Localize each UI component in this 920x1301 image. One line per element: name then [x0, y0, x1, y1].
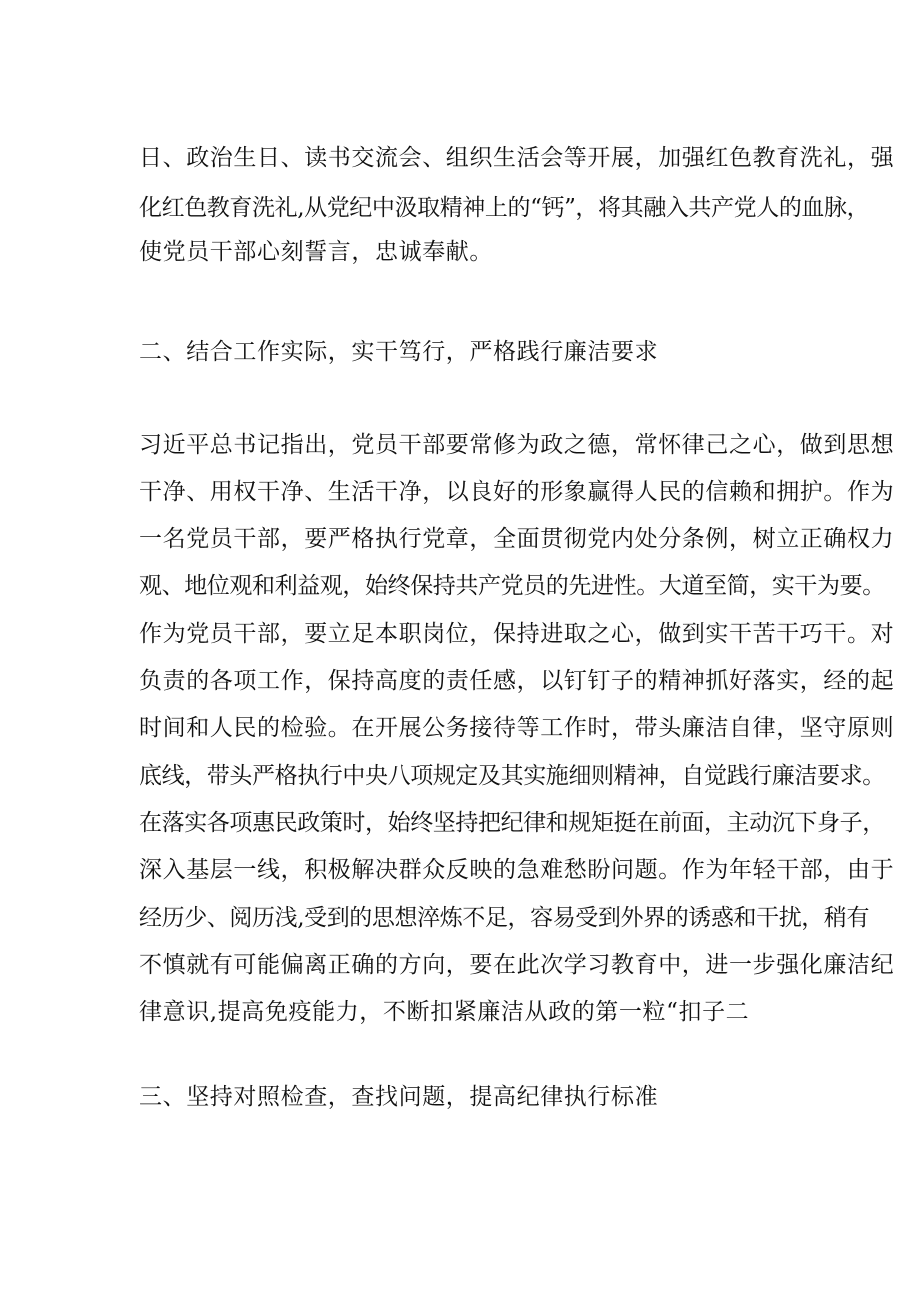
- section-two-line-8: 底线，带头严格执行中央八项规定及其实施细则精神，自觉践行廉洁要求。: [139, 763, 885, 789]
- section-three-heading: 三、坚持对照检查，查找问题，提高纪律执行标准: [139, 1084, 659, 1110]
- section-two-line-4: 观、地位观和利益观，始终保持共产党员的先进性。大道至简，实干为要。: [139, 573, 885, 599]
- intro-line-1: 日、政治生日、读书交流会、组织生活会等开展，加强红色教育洗礼，强: [139, 145, 895, 171]
- section-two-line-11: 经历少、阅历浅,受到的思想淬炼不足，容易受到外界的诱惑和干扰，稍有: [139, 905, 870, 931]
- section-two-line-6: 负责的各项工作，保持高度的责任感，以钉钉子的精神抓好落实，经的起: [139, 668, 895, 694]
- section-two-line-10: 深入基层一线，积极解决群众反映的急难愁盼问题。作为年轻干部，由于: [139, 857, 895, 883]
- intro-line-3: 使党员干部心刻誓言，忠诚奉献。: [139, 239, 493, 265]
- section-two-line-5: 作为党员干部，要立足本职岗位，保持进取之心，做到实干苦干巧干。对: [139, 621, 895, 647]
- section-two-line-1: 习近平总书记指出，党员干部要常修为政之德，常怀律己之心，做到思想: [139, 432, 895, 458]
- section-two-heading: 二、结合工作实际，实干笃行，严格践行廉洁要求: [139, 339, 659, 365]
- section-two-line-2: 干净、用权干净、生活干净，以良好的形象赢得人民的信赖和拥护。作为: [139, 479, 895, 505]
- section-two-line-3: 一名党员干部，要严格执行党章，全面贯彻党内处分条例，树立正确权力: [139, 526, 895, 552]
- intro-line-2: 化红色教育洗礼,从党纪中汲取精神上的“钙”，将其融入共产党人的血脉，: [139, 195, 870, 221]
- section-two-line-9: 在落实各项惠民政策时，始终坚持把纪律和规矩挺在前面，主动沉下身子，: [139, 810, 885, 836]
- section-two-line-13: 律意识,提高免疫能力，不断扣紧廉洁从政的第一粒“扣子二: [139, 999, 750, 1025]
- section-two-line-12: 不慎就有可能偏离正确的方向，要在此次学习教育中，进一步强化廉洁纪: [139, 952, 895, 978]
- section-two-line-7: 时间和人民的检验。在开展公务接待等工作时，带头廉洁自律，坚守原则: [139, 715, 895, 741]
